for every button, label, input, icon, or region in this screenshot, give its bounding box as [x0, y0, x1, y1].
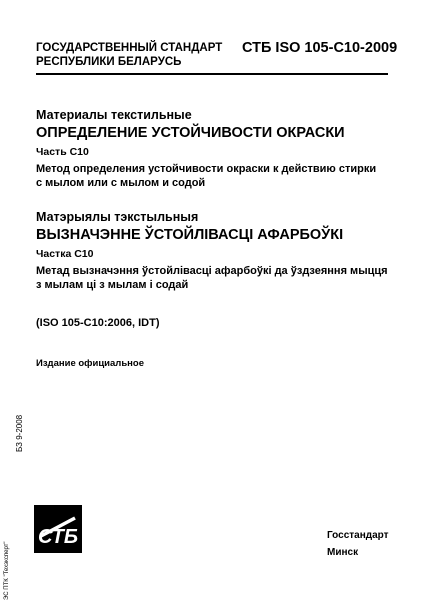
ru-kind: Материалы текстильные — [36, 108, 192, 122]
by-kind: Матэрыялы тэкстыльныя — [36, 210, 199, 224]
ru-subtitle-line-1: Метод определения устойчивости окраски к действию стирки — [36, 163, 377, 175]
standard-org-heading — [36, 41, 222, 69]
by-subtitle-line-1: Метад вызначэння ўстойлівасці афарбоўкі да ўздзеяння мыцця — [36, 265, 388, 277]
by-title: ВЫЗНАЧЭННЕ ЎСТОЙЛІВАСЦІ АФАРБОЎКІ — [36, 227, 344, 243]
side-code: БЗ 9-2008 — [15, 414, 24, 452]
ru-part: Часть С10 — [36, 146, 89, 158]
issuer-name: Госстандарт — [327, 530, 389, 541]
logo-letters: СТБ — [37, 526, 79, 548]
ru-subtitle-line-2: с мылом или с мылом и содой — [36, 177, 206, 189]
by-part: Частка С10 — [36, 248, 94, 260]
org-line-1: ГОСУДАРСТВЕННЫЙ СТАНДАРТ — [36, 42, 223, 54]
russian-title-block — [36, 108, 396, 190]
document-number: СТБ ISO 105-C10-2009 — [242, 40, 398, 56]
edition-note: Издание официальное — [36, 358, 144, 369]
by-subtitle-line-2: з мылам ці з мылам і содай — [36, 279, 189, 291]
org-line-2: РЕСПУБЛИКИ БЕЛАРУСЬ — [36, 56, 182, 68]
header-divider — [36, 73, 388, 75]
stb-logo-icon — [34, 505, 82, 553]
belarusian-title-block — [36, 210, 396, 292]
ru-title: ОПРЕДЕЛЕНИЕ УСТОЙЧИВОСТИ ОКРАСКИ — [36, 125, 345, 141]
side-publisher: ЭС ПТК "Техэксперт" — [4, 541, 10, 600]
iso-reference: (ISO 105-C10:2006, IDT) — [36, 317, 160, 329]
issuer-block — [327, 527, 389, 561]
issuer-city: Минск — [327, 547, 359, 558]
